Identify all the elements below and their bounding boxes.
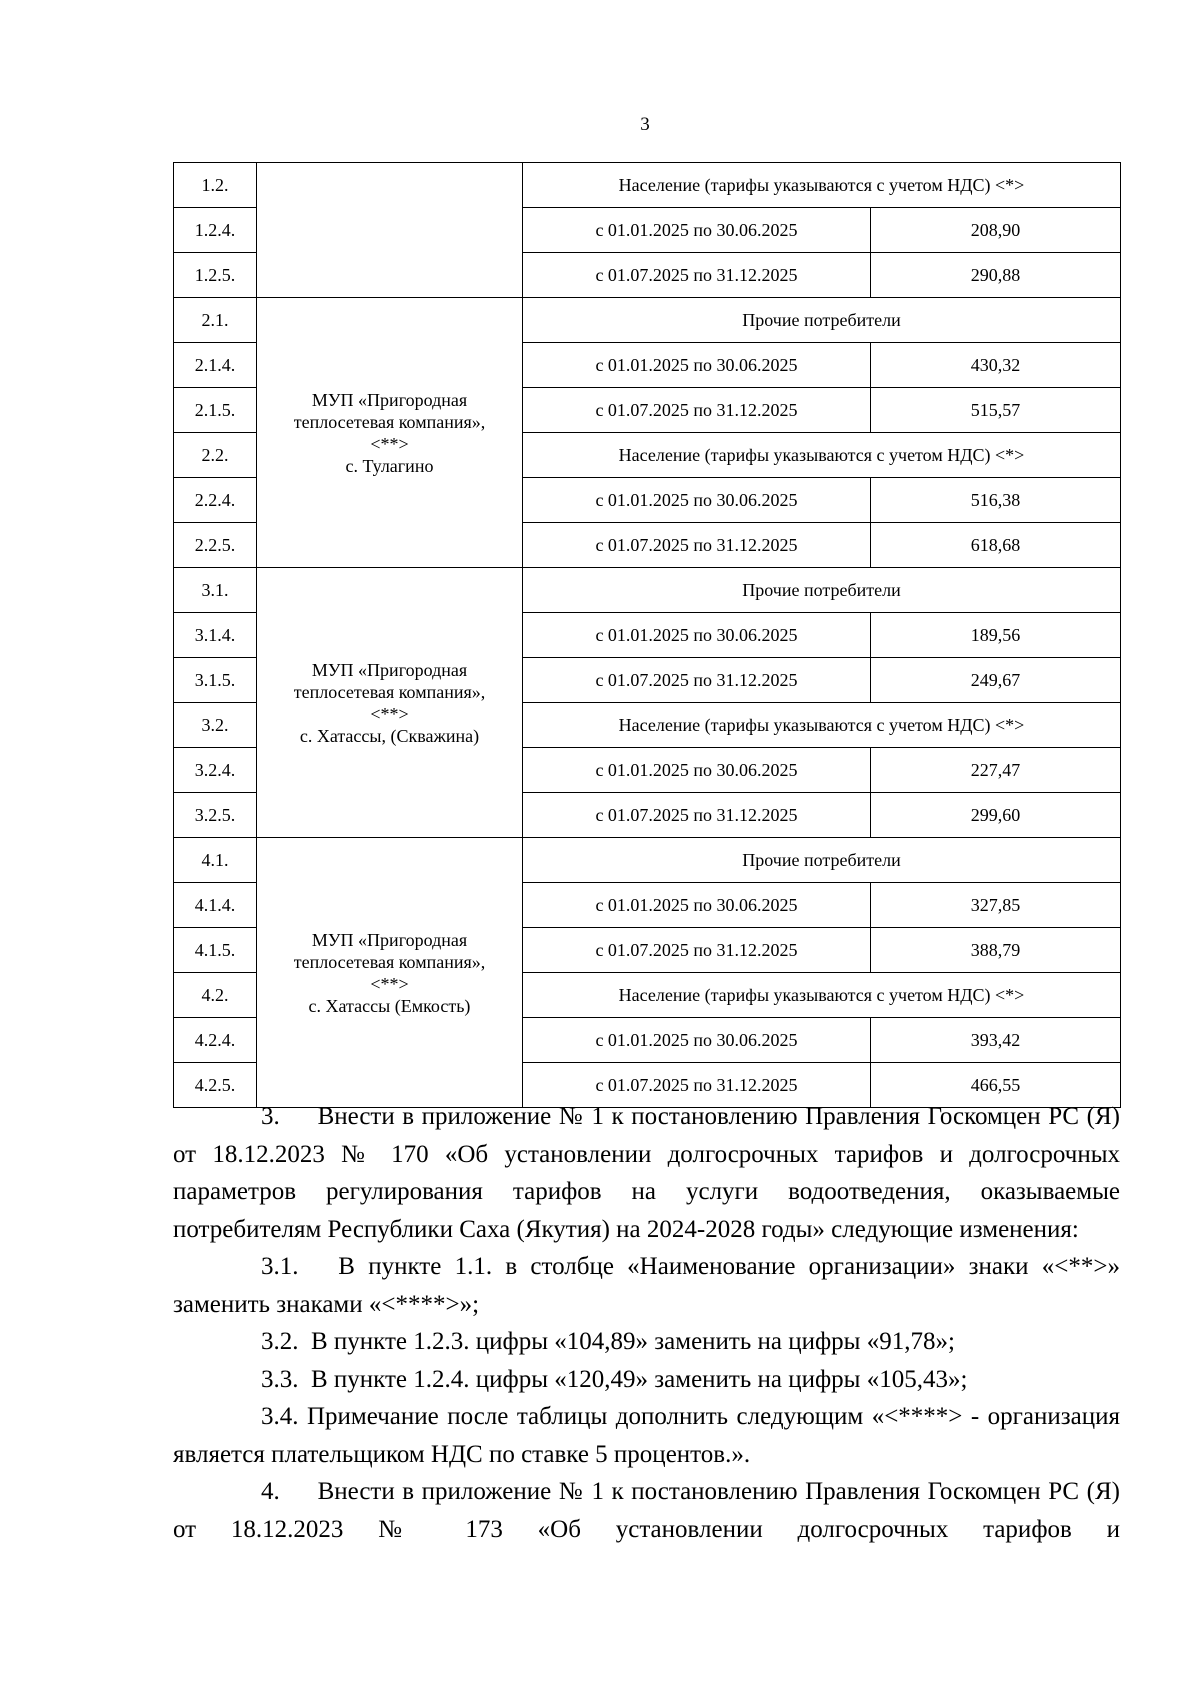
row-number-cell: 2.2. — [174, 433, 257, 478]
row-number-cell: 4.1. — [174, 838, 257, 883]
table-row — [174, 568, 1121, 613]
tariff-value-cell: 290,88 — [871, 253, 1121, 298]
organization-line: с. Тулагино — [345, 455, 434, 476]
period-cell: с 01.07.2025 по 31.12.2025 — [523, 1063, 871, 1108]
organization-line: теплосетевая компания», — [293, 411, 486, 432]
period-cell: с 01.01.2025 по 30.06.2025 — [523, 883, 871, 928]
tariff-value-cell: 327,85 — [871, 883, 1121, 928]
period-cell: с 01.07.2025 по 31.12.2025 — [523, 793, 871, 838]
tariff-value-cell: 388,79 — [871, 928, 1121, 973]
organization-line: МУП «Пригородная — [311, 389, 468, 410]
row-number-cell: 3.2.5. — [174, 793, 257, 838]
tariff-value-cell: 515,57 — [871, 388, 1121, 433]
tariff-value-cell: 249,67 — [871, 658, 1121, 703]
paragraph-3-4: 3.4. Примечание после таблицы дополнить следующим «<****> - организация является плательщиком НДС по ставке 5 процентов.». — [173, 1403, 1120, 1468]
consumer-category-cell: Население (тарифы указываются с учетом НДС) <*> — [523, 433, 1121, 478]
consumer-category-cell: Прочие потребители — [523, 838, 1121, 883]
tariff-table — [173, 162, 1121, 1108]
period-cell: с 01.01.2025 по 30.06.2025 — [523, 208, 871, 253]
tariff-value-cell: 393,42 — [871, 1018, 1121, 1063]
organization-line: теплосетевая компания», — [293, 681, 486, 702]
table-row — [174, 838, 1121, 883]
organization-line: МУП «Пригородная — [311, 929, 468, 950]
row-number-cell: 4.1.5. — [174, 928, 257, 973]
organization-line: МУП «Пригородная — [311, 659, 468, 680]
row-number-cell: 4.2.5. — [174, 1063, 257, 1108]
row-number-cell: 2.1.4. — [174, 343, 257, 388]
row-number-cell: 4.2.4. — [174, 1018, 257, 1063]
paragraph-4: 4. Внести в приложение № 1 к постановлению Правления Госкомцен РС (Я) от 18.12.2023 № 173 «Об установлении долгосрочных тарифов и — [173, 1478, 1120, 1543]
row-number-cell: 3.2.4. — [174, 748, 257, 793]
period-cell: с 01.01.2025 по 30.06.2025 — [523, 613, 871, 658]
consumer-category-cell: Население (тарифы указываются с учетом НДС) <*> — [523, 163, 1121, 208]
organization-cell — [257, 838, 523, 1108]
paragraph-3-3: 3.3. В пункте 1.2.4. цифры «120,49» заменить на цифры «105,43»; — [261, 1365, 968, 1393]
paragraph-3: 3. Внести в приложение № 1 к постановлению Правления Госкомцен РС (Я) от 18.12.2023 № 170 «Об установлении долгосрочных тарифов и долгосрочных параметров регулирования тарифов на услуги водоотведения, оказываемые потребителям Республики Саха (Якутия) на 2024-2028 годы» следующие изменения: — [173, 1103, 1120, 1243]
tariff-value-cell: 208,90 — [871, 208, 1121, 253]
consumer-category-cell: Прочие потребители — [523, 298, 1121, 343]
row-number-cell: 2.1.5. — [174, 388, 257, 433]
organization-cell — [257, 568, 523, 838]
consumer-category-cell: Население (тарифы указываются с учетом НДС) <*> — [523, 703, 1121, 748]
period-cell: с 01.01.2025 по 30.06.2025 — [523, 478, 871, 523]
period-cell: с 01.07.2025 по 31.12.2025 — [523, 658, 871, 703]
period-cell: с 01.01.2025 по 30.06.2025 — [523, 1018, 871, 1063]
organization-line: <**> — [370, 433, 409, 454]
paragraph-3-2: 3.2. В пункте 1.2.3. цифры «104,89» заменить на цифры «91,78»; — [261, 1328, 955, 1355]
consumer-category-cell: Прочие потребители — [523, 568, 1121, 613]
row-number-cell: 1.2.4. — [174, 208, 257, 253]
tariff-value-cell: 618,68 — [871, 523, 1121, 568]
tariff-value-cell: 516,38 — [871, 478, 1121, 523]
organization-line: <**> — [370, 973, 409, 994]
tariff-table-body — [174, 163, 1121, 1108]
row-number-cell: 1.2. — [174, 163, 257, 208]
consumer-category-cell: Население (тарифы указываются с учетом НДС) <*> — [523, 973, 1121, 1018]
tariff-value-cell: 466,55 — [871, 1063, 1121, 1108]
row-number-cell: 3.1.4. — [174, 613, 257, 658]
period-cell: с 01.01.2025 по 30.06.2025 — [523, 343, 871, 388]
period-cell: с 01.07.2025 по 31.12.2025 — [523, 388, 871, 433]
organization-line: теплосетевая компания», — [293, 951, 486, 972]
row-number-cell: 3.1. — [174, 568, 257, 613]
row-number-cell: 2.2.4. — [174, 478, 257, 523]
row-number-cell: 2.1. — [174, 298, 257, 343]
tariff-value-cell: 430,32 — [871, 343, 1121, 388]
row-number-cell: 3.1.5. — [174, 658, 257, 703]
organization-line: с. Хатассы (Емкость) — [308, 995, 471, 1016]
tariff-value-cell: 227,47 — [871, 748, 1121, 793]
organization-line: <**> — [370, 703, 409, 724]
organization-line: с. Хатассы, (Скважина) — [299, 725, 480, 746]
table-row — [174, 163, 1121, 208]
row-number-cell: 2.2.5. — [174, 523, 257, 568]
period-cell: с 01.07.2025 по 31.12.2025 — [523, 253, 871, 298]
organization-cell — [257, 298, 523, 568]
table-row — [174, 298, 1121, 343]
tariff-value-cell: 189,56 — [871, 613, 1121, 658]
page-number: 3 — [640, 114, 650, 135]
row-number-cell: 3.2. — [174, 703, 257, 748]
organization-cell — [257, 163, 523, 298]
period-cell: с 01.01.2025 по 30.06.2025 — [523, 748, 871, 793]
row-number-cell: 1.2.5. — [174, 253, 257, 298]
row-number-cell: 4.1.4. — [174, 883, 257, 928]
period-cell: с 01.07.2025 по 31.12.2025 — [523, 523, 871, 568]
row-number-cell: 4.2. — [174, 973, 257, 1018]
tariff-value-cell: 299,60 — [871, 793, 1121, 838]
paragraph-3-1: 3.1. В пункте 1.1. в столбце «Наименование организации» знаки «<**>» заменить знаками «<****>»; — [173, 1253, 1120, 1318]
period-cell: с 01.07.2025 по 31.12.2025 — [523, 928, 871, 973]
body-text — [173, 1098, 1120, 1548]
